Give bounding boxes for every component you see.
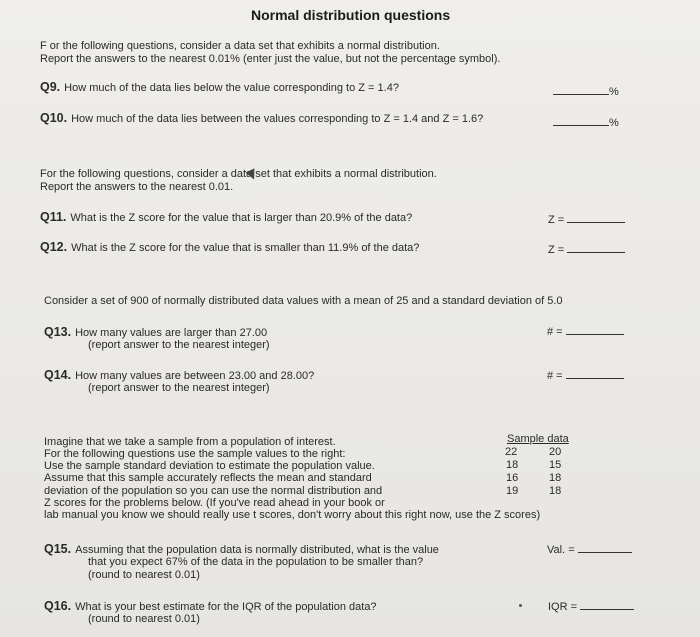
q11-answer-blank[interactable] (567, 212, 625, 223)
q11-prefix: Z = (548, 214, 565, 226)
sample-value: 18 (549, 472, 562, 484)
question-number: Q13. (44, 325, 72, 339)
section4-line1: Imagine that we take a sample from a population of interest. (44, 436, 336, 448)
q13-answer-blank[interactable] (566, 324, 624, 335)
q12-prefix: Z = (548, 244, 565, 256)
question-text: How much of the data lies below the value corresponding to Z = 1.4? (64, 82, 399, 94)
q16-answer-blank[interactable] (580, 599, 634, 610)
section1-intro-line1: F or the following questions, consider a data set that exhibits a normal distribution. (40, 40, 440, 52)
q16-answer (548, 599, 634, 613)
q13-answer (547, 324, 624, 338)
question-number: Q15. (44, 542, 72, 556)
section1-intro-line2: Report the answers to the nearest 0.01% (enter just the value, but not the percentage symbol). (40, 53, 501, 65)
question-q13 (44, 325, 267, 339)
q12-answer-blank[interactable] (567, 242, 625, 253)
q14-prefix: # = (547, 370, 563, 382)
question-number: Q14. (44, 368, 72, 382)
section4-line3: Use the sample standard deviation to estimate the population value. (44, 460, 375, 472)
q16-prefix: IQR = (548, 601, 578, 613)
q9-percent-suffix: % (609, 86, 619, 98)
q12-answer (548, 242, 625, 256)
sample-value: 18 (506, 459, 519, 471)
q9-answer (553, 84, 619, 98)
sample-value: 16 (506, 472, 519, 484)
q14-answer (547, 368, 624, 382)
question-text: How many values are larger than 27.00 (75, 327, 268, 339)
section4-line7: lab manual you know we should really use t scores, don't worry about this right now, use the Z scores) (44, 509, 541, 521)
question-text: What is the Z score for the value that is larger than 20.9% of the data? (70, 212, 413, 224)
section4-line2: For the following questions use the sample values to the right: (44, 448, 346, 460)
page-title: Normal distribution questions (251, 7, 451, 23)
q15-prefix: Val. = (547, 544, 575, 556)
question-number: Q10. (40, 111, 68, 125)
question-text: Assuming that the population data is normally distributed, what is the value (75, 544, 439, 556)
section2-intro-line2: Report the answers to the nearest 0.01. (40, 181, 234, 193)
question-number: Q11. (40, 210, 67, 224)
section2-intro-line1: For the following questions, consider a data set that exhibits a normal distribution. (40, 168, 437, 180)
q11-answer (548, 212, 625, 226)
section4-line6: Z scores for the problems below. (If you've read ahead in your book or (44, 497, 385, 509)
question-q12 (40, 240, 419, 254)
q15-answer-blank[interactable] (578, 542, 632, 553)
question-q15 (44, 542, 439, 556)
q10-answer (553, 115, 619, 129)
sample-data-heading: Sample data (507, 433, 569, 445)
q13-subtext: (report answer to the nearest integer) (88, 339, 270, 351)
sample-value: 15 (549, 459, 562, 471)
stray-mark (519, 604, 522, 607)
q15-subtext-line1: that you expect 67% of the data in the population to be smaller than? (88, 556, 424, 568)
section4-line5: deviation of the population so you can use the normal distribution and (44, 485, 383, 497)
q9-answer-blank[interactable] (553, 84, 609, 95)
question-text: What is the Z score for the value that is smaller than 11.9% of the data? (71, 242, 420, 254)
question-text: How much of the data lies between the values corresponding to Z = 1.4 and Z = 1.6? (71, 113, 484, 125)
question-number: Q9. (40, 80, 61, 94)
q14-subtext: (report answer to the nearest integer) (88, 382, 270, 394)
question-q10 (40, 111, 483, 125)
sample-value: 19 (506, 485, 519, 497)
q10-answer-blank[interactable] (553, 115, 609, 126)
question-q16 (44, 599, 377, 613)
question-q14 (44, 368, 314, 382)
section4-line4: Assume that this sample accurately reflects the mean and standard (44, 472, 372, 484)
question-text: How many values are between 23.00 and 28.00? (75, 370, 315, 382)
q15-answer (547, 542, 632, 556)
section3-intro: Consider a set of 900 of normally distributed data values with a mean of 25 and a standard deviation of 5.0 (44, 295, 563, 307)
question-q11 (40, 210, 412, 224)
question-q9 (40, 80, 399, 94)
q15-subtext-line2: (round to nearest 0.01) (88, 569, 200, 581)
question-number: Q16. (44, 599, 72, 613)
q14-answer-blank[interactable] (566, 368, 624, 379)
q10-percent-suffix: % (609, 117, 619, 129)
question-text: What is your best estimate for the IQR of the population data? (75, 601, 377, 613)
sample-value: 22 (505, 446, 518, 458)
q16-subtext: (round to nearest 0.01) (88, 613, 200, 625)
sample-value: 18 (549, 485, 562, 497)
sample-value: 20 (549, 446, 562, 458)
question-number: Q12. (40, 240, 68, 254)
sample-data-table (505, 446, 575, 498)
q13-prefix: # = (547, 326, 563, 338)
